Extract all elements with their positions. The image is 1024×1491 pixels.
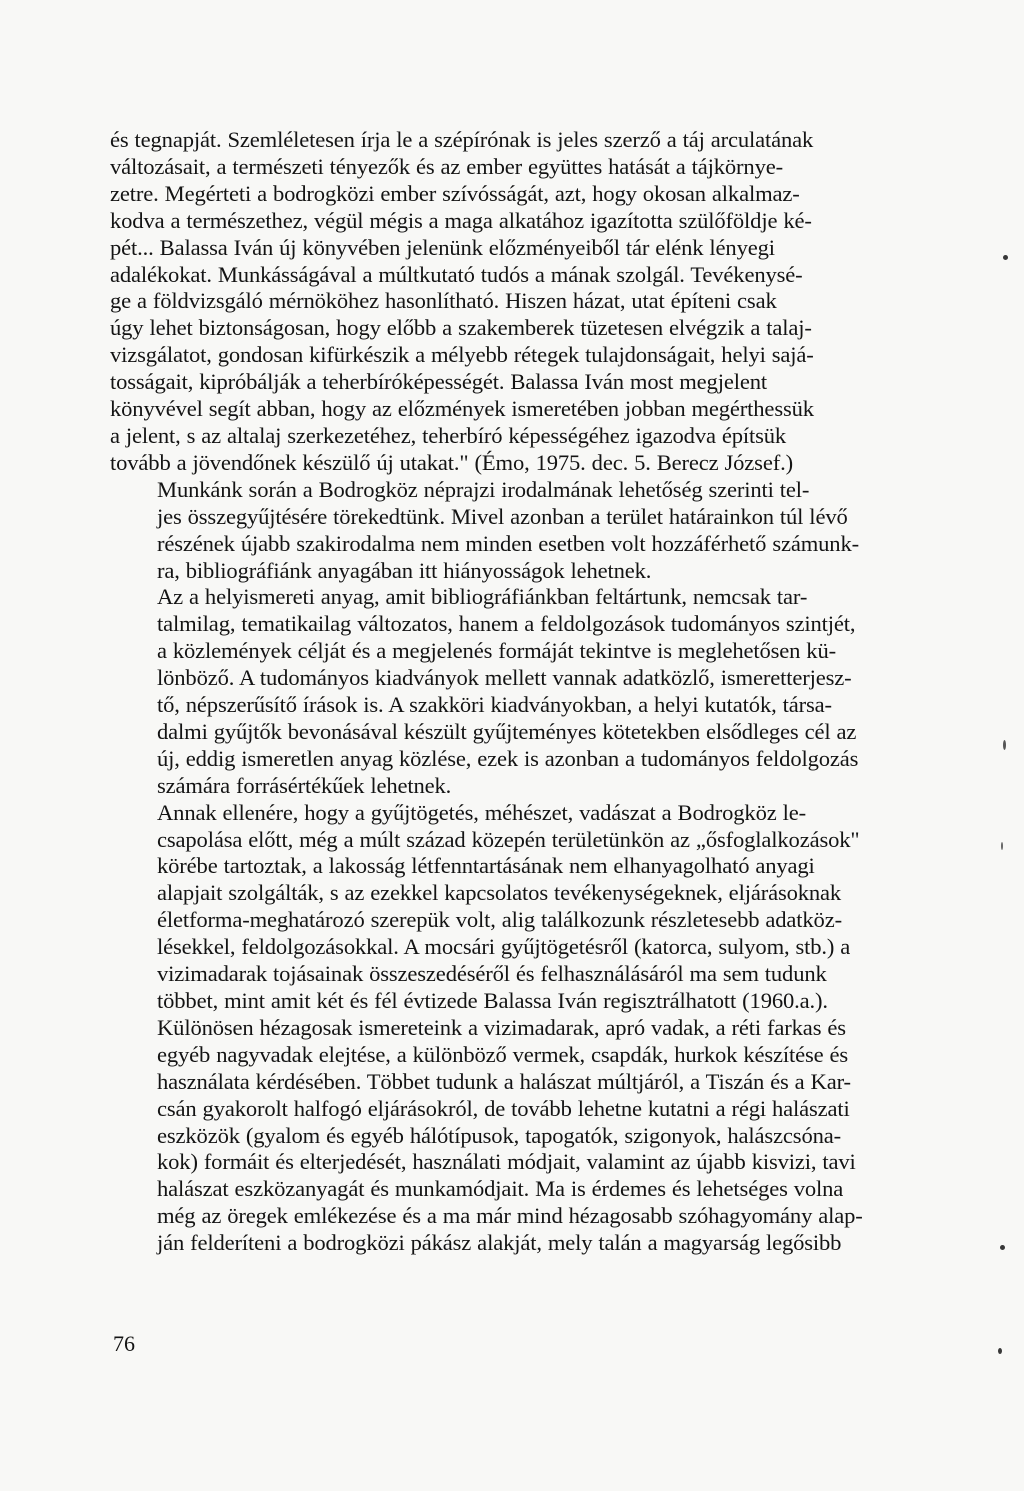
paragraph-1: [110, 127, 920, 477]
text-line: halászat eszközanyagát és munkamódjait. Ma is érdemes és lehetséges volna: [157, 1176, 844, 1202]
scan-speck: [1003, 255, 1008, 260]
text-line: számára forrásértékűek lehetnek.: [157, 772, 452, 798]
text-line: csapolása előtt, még a múlt század közepén területünkön az „ősfoglalkozások": [157, 826, 860, 852]
text-line: talmilag, tematikailag változatos, hanem a feldolgozások tudományos szintjét,: [157, 611, 856, 637]
text-line: ján felderíteni a bodrogközi pákász alakját, mely talán a magyarság legősibb: [157, 1230, 842, 1256]
text-line: egyéb nagyvadak elejtése, a különböző vermek, csapdák, hurkok készítése és: [157, 1041, 849, 1067]
text-line: lésekkel, feldolgozásokkal. A mocsári gyűjtögetésről (katorca, sulyom, stb.) a: [157, 934, 851, 960]
scan-speck: [1001, 842, 1003, 850]
text-line: kodva a természethez, végül mégis a maga alkatához igazította szülőföldje ké-: [110, 207, 812, 233]
text-line: Különösen hézagosak ismereteink a vizimadarak, apró vadak, a réti farkas és: [157, 1014, 846, 1040]
text-line: és tegnapját. Szemléletesen írja le a szépírónak is jeles szerző a táj arculatának: [110, 127, 814, 152]
page-number: 76: [113, 1331, 135, 1356]
text-line: még az öregek emlékezése és a ma már mind hézagosabb szóhagyomány alap-: [157, 1203, 863, 1229]
scan-speck: [998, 1348, 1002, 1354]
text-line: lönböző. A tudományos kiadványok mellett vannak adatközlő, ismeretterjesz-: [157, 665, 852, 691]
text-line: többet, mint amit két és fél évtizede Balassa Iván regisztrálhatott (1960.a.).: [157, 988, 828, 1013]
scan-speck: [1003, 740, 1006, 750]
text-line: a jelent, s az altalaj szerkezetéhez, teherbíró képességéhez igazodva építsük: [110, 422, 787, 448]
text-line: dalmi gyűjtők bevonásával készült gyűjteményes kötetekben elsődleges cél az: [157, 718, 857, 744]
text-line: jes összegyűjtésére törekedtünk. Mivel azonban a terület határainkon túl lévő: [157, 503, 848, 529]
text-line: eszközök (gyalom és egyéb hálótípusok, tapogatók, szigonyok, halászcsóna-: [157, 1122, 841, 1148]
text-line: úgy lehet biztonságosan, hogy előbb a szakemberek tüzetesen elvégzik a talaj-: [110, 315, 812, 341]
text-line: adalékokat. Munkásságával a múltkutató tudós a mának szolgál. Tevékenysé-: [110, 261, 803, 287]
text-line: részének újabb szakirodalma nem minden esetben volt hozzáférhető számunk-: [157, 530, 859, 556]
text-line: vizsgálatot, gondosan kifürkészik a mélyebb rétegek tulajdonságait, helyi sajá-: [110, 342, 814, 368]
text-line: pét... Balassa Iván új könyvében jelenünk előzményeiből tár elénk lényegi: [110, 234, 775, 260]
text-line: életforma-meghatározó szerepük volt, alig találkozunk részletesebb adatköz-: [157, 907, 842, 933]
text-line: alapjait szolgálták, s az ezekkel kapcsolatos tevékenységeknek, eljárásoknak: [157, 880, 842, 906]
text-line: változásait, a természeti tényezők és az ember együttes hatását a tájkörnye-: [110, 153, 783, 179]
text-line: Annak ellenére, hogy a gyűjtögetés, méhészet, vadászat a Bodrogköz le-: [157, 799, 806, 825]
text-line: Munkánk során a Bodrogköz néprajzi irodalmának lehetőség szerinti tel-: [157, 476, 810, 502]
text-line: a közlemények célját és a megjelenés formáját tekintve is meglehetősen kü-: [157, 638, 836, 664]
text-line: körébe tartoztak, a lakosság létfenntartásának nem elhanyagolható anyagi: [157, 853, 815, 879]
paragraph-3: [110, 584, 920, 799]
scan-speck: [1000, 1245, 1005, 1250]
paragraph-4: [110, 800, 920, 1257]
text-line: tő, népszerűsítő írások is. A szakköri kiadványokban, a helyi kutatók, társa-: [157, 692, 832, 718]
text-line: könyvével segít abban, hogy az előzmények ismeretében jobban megérthessük: [110, 396, 814, 422]
text-line: vizimadarak tojásainak összeszedéséről és felhasználásáról ma sem tudunk: [157, 961, 827, 987]
text-line: használata kérdésében. Többet tudunk a halászat múltjáról, a Tiszán és a Kar-: [157, 1068, 851, 1094]
body-text: [110, 127, 920, 1257]
text-line: ra, bibliográfiánk anyagában itt hiányosságok lehetnek.: [157, 557, 652, 583]
text-line: új, eddig ismeretlen anyag közlése, ezek is azonban a tudományos feldolgozás: [157, 745, 859, 771]
paragraph-2: [110, 477, 920, 585]
text-line: csán gyakorolt halfogó eljárásokról, de tovább lehetne kutatni a régi halászati: [157, 1095, 850, 1121]
text-line: ge a földvizsgáló mérnököhez hasonlítható. Hiszen házat, utat építeni csak: [110, 288, 777, 314]
text-line: tosságait, kipróbálják a teherbíróképességét. Balassa Iván most megjelent: [110, 369, 767, 395]
text-line: kok) formáit és elterjedését, használati módjait, valamint az újabb kisvizi, tavi: [157, 1149, 856, 1175]
text-line: zetre. Megérteti a bodrogközi ember szívósságát, azt, hogy okosan alkalmaz-: [110, 180, 800, 206]
text-line: tovább a jövendőnek készülő új utakat." (Émo, 1975. dec. 5. Berecz József.): [110, 449, 793, 475]
text-line: Az a helyismereti anyag, amit bibliográfiánkban feltártunk, nemcsak tar-: [157, 584, 808, 610]
